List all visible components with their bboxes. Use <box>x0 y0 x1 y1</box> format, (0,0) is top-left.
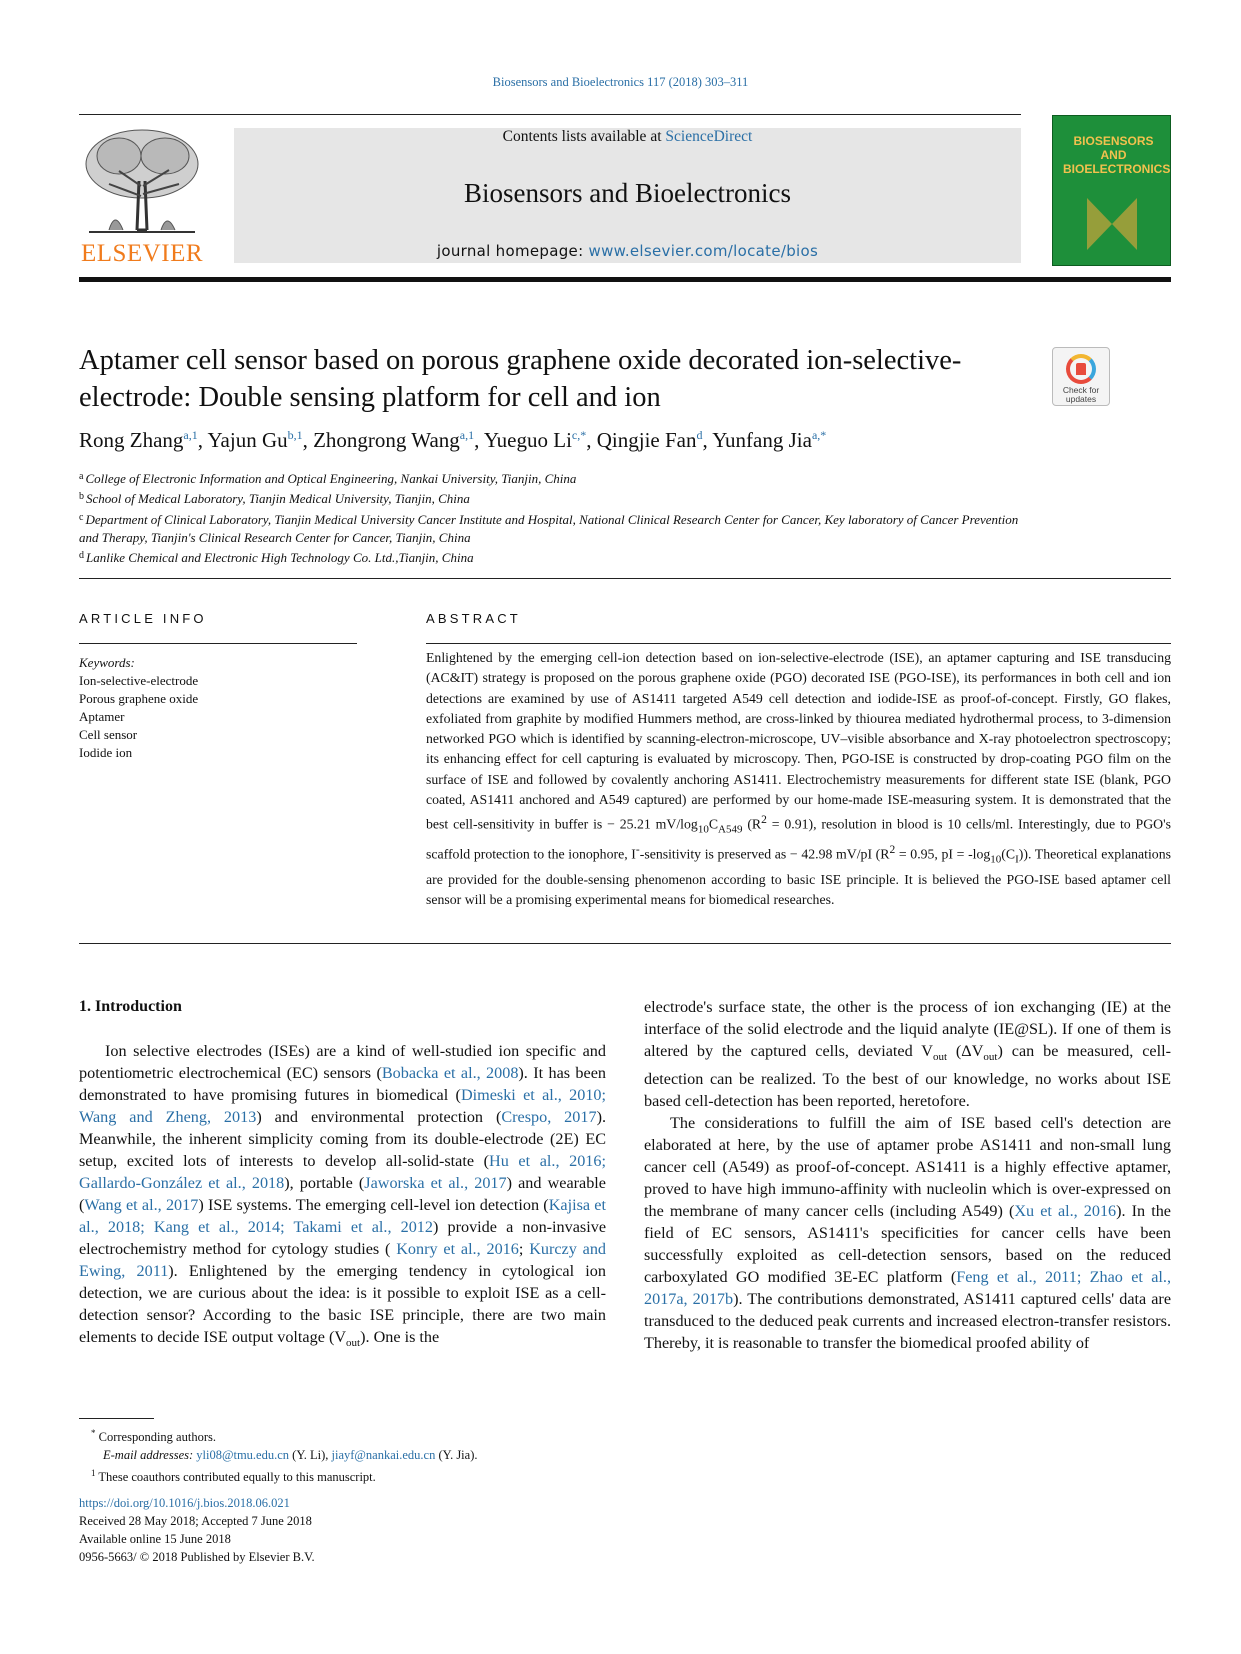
footnote-text: These coauthors contributed equally to this manuscript. <box>98 1470 376 1485</box>
affiliation-key: a <box>79 471 84 482</box>
subscript: out <box>346 1337 361 1350</box>
affiliation-text: Department of Clinical Laboratory, Tianjin Medical University Cancer Institute and Hospital, National Clinical Research Center for Cancer, Key laboratory of Cancer Prevention and Therapy, Tianjin's Clinical Research Center for Cancer, Tianjin, China <box>79 511 1019 545</box>
footnotes <box>79 1424 679 1486</box>
citation-link[interactable]: Kurczy and Ewing, 2011 <box>79 1240 607 1280</box>
abstract-rule <box>426 643 1171 644</box>
header-rule <box>79 114 1021 115</box>
footnote-text: Corresponding authors. <box>98 1430 216 1445</box>
text-run: ). Enlightened by the emerging tendency in cytological ion detection, we are curious about the idea: is it possible to exploit ISE as a cell-detection sensor? According to the basic ISE principle, there are two main elements to decide ISE output voltage (V <box>79 1262 606 1346</box>
citation-link[interactable]: Jaworska et al., 2017 <box>364 1174 507 1192</box>
journal-masthead <box>234 128 1021 263</box>
author-superscript[interactable]: b,1 <box>287 428 303 442</box>
citation-link[interactable]: Konry et al., 2016 <box>396 1240 519 1258</box>
section-heading: 1. Introduction <box>79 998 182 1015</box>
text-run: ) ISE systems. The emerging cell-level ion detection ( <box>198 1196 549 1214</box>
keyword-item: Porous graphene oxide <box>79 691 199 706</box>
corresponding-footnote <box>79 1424 679 1446</box>
affiliation-text: School of Medical Laboratory, Tianjin Medical University, Tianjin, China <box>86 491 470 507</box>
abstract-run: -sensitivity is preserved as − 42.98 mV/pI (R <box>639 846 890 862</box>
author-superscript[interactable]: c,* <box>571 428 587 442</box>
journal-reference[interactable]: Biosensors and Bioelectronics 117 (2018) 303–311 <box>492 75 749 89</box>
abstract-superscript: 2 <box>889 844 896 857</box>
text-run: ) provide a non-invasive electrochemistry method for cytology studies ( <box>79 1218 607 1258</box>
keyword-item: Ion-selective-electrode <box>79 673 199 688</box>
email-link[interactable]: jiayf@nankai.edu.cn <box>331 1448 436 1463</box>
author-superscript[interactable]: a,1 <box>183 428 198 442</box>
author-superscript[interactable]: a,1 <box>459 428 475 442</box>
footnote-text: (Y. Li), <box>289 1448 332 1463</box>
check-for-updates-button[interactable] <box>1052 347 1110 406</box>
article-title: Aptamer cell sensor based on porous graphene oxide decorated ion-selective-electrode: Double sensing platform for cell and ion <box>79 345 962 413</box>
affiliation-item <box>79 468 1039 488</box>
text-run: ). The contributions demonstrated, AS1411 captured cells' data are transduced to the deduced peak currents and increased electron-transfer resistors. Thereby, it is reasonable to transfer the biomedical proofed ability of <box>644 1290 1172 1353</box>
keyword-item: Iodide ion <box>79 745 133 760</box>
text-run: Ion selective electrodes (ISEs) are a kind of well-studied ion specific and potentiometric electrochemical (EC) sensors ( <box>79 1042 606 1082</box>
journal-title: Biosensors and Bioelectronics <box>464 178 791 208</box>
citation-link[interactable]: Xu et al., 2016 <box>1014 1202 1117 1221</box>
abstract-run: (C <box>1001 846 1016 862</box>
doi-link[interactable]: https://doi.org/10.1016/j.bios.2018.06.021 <box>79 1496 290 1510</box>
text-run: ). One is the <box>360 1328 440 1346</box>
contents-prefix: Contents lists available at <box>502 128 666 145</box>
abstract-run: C <box>708 816 719 832</box>
author-name[interactable]: Yunfang Jia <box>712 428 812 452</box>
email-label: E-mail addresses: <box>103 1448 194 1463</box>
affiliation-item <box>79 547 1039 567</box>
affiliation-key: b <box>79 491 84 503</box>
author-name[interactable]: Rong Zhang <box>79 428 184 452</box>
body-paragraph <box>79 1040 606 1354</box>
asterisk-marker: * <box>91 1428 96 1438</box>
body-column-right <box>644 996 1171 1354</box>
author-name[interactable]: Zhongrong Wang <box>313 428 460 452</box>
footnote-rule <box>79 1418 154 1419</box>
abstract-run: )). Theoretical explanations are provided for the double-sensing phenomenon according to basic ISE principle. It is believed the PGO-ISE based aptamer cell sensor will be a promising experimental means for biomedical researches. <box>426 846 1171 907</box>
coauthor-footnote <box>79 1464 679 1486</box>
author-name[interactable]: Qingjie Fan <box>596 428 697 452</box>
text-run: ). It has been demonstrated to have promising futures in biomedical ( <box>79 1064 606 1104</box>
body-paragraph <box>644 996 1171 1112</box>
affiliation-item <box>79 488 1039 508</box>
email-link[interactable]: yli08@tmu.edu.cn <box>196 1448 290 1463</box>
body-paragraph <box>644 1112 1171 1354</box>
citation-link[interactable]: Crespo, 2017 <box>501 1108 597 1126</box>
journal-cover-thumbnail[interactable] <box>1052 115 1171 266</box>
author-superscript[interactable]: a,* <box>811 428 827 442</box>
text-run: ; <box>518 1240 530 1258</box>
citation-link[interactable]: Kajisa et al., 2018; Kang et al., 2014; Takami et al., 2012 <box>79 1196 606 1236</box>
footnote-marker: 1 <box>91 1468 96 1479</box>
author-superscript[interactable]: d <box>696 428 703 442</box>
abstract-run: Enlightened by the emerging cell-ion detection based on ion-selective-electrode (ISE), an aptamer capturing and ISE transducing (AC&IT) strategy is proposed on the porous graphene oxide (PGO) decorated ISE (PGO-ISE), its performances in both cell and ion detections are examined by use of AS1411 targeted A549 cell detection and iodide-ISE as proof-of-concept. Firstly, GO flakes, exfoliated from graphite by modified Hummers method, are cross-linked by thiourea mediated hydrothermal process, to 3-dimension networked PGO which is identified by scanning-electron-microscope, UV–visible absorbance and X-ray photoelectron spectroscopy; its enhancing effect for cell capturing is evaluated by microscopy. Then, PGO-ISE is constructed by drop-coating PGO film on the surface of ISE and followed by covalently anchoring AS1411. Electrochemistry measurements for different state ISE (blank, PGO coated, AS1411 anchored and A549 captured) are performed by our home-made ISE-measuring system. It is demonstrated that the best cell-sensitivity in buffer is − 25.21 mV/log <box>426 650 1171 832</box>
text-run: ) and wearable ( <box>79 1174 606 1214</box>
keyword-item: Cell sensor <box>79 727 138 742</box>
abstract-bottom-rule <box>79 943 1171 944</box>
author-name[interactable]: Yajun Gu <box>207 428 288 452</box>
subscript: out <box>983 1051 998 1064</box>
homepage-prefix: journal homepage: <box>436 242 589 260</box>
author-list: Rong Zhang$^{a,1}$, Yajun Gu$^{b,1}$, Zhongrong Wang$^{a,1}$, Yueguo $Li^{c,*}$, Qingjie Fan$^d$, Yunfang Jia$^{a,*}$ <box>79 428 827 452</box>
abstract-subscript: A549 <box>718 823 743 836</box>
abstract-heading: ABSTRACT <box>426 611 521 626</box>
text-run: The considerations to fulfill the aim of ISE based cell's detection are elaborated at here, by the use of aptamer probe AS1411 and non-small lung cancer cell (A549) as proof-of-concept. AS1411 is a highly effective aptamer, proved to have high immuno-affinity with nucleolin which is over-expressed on the membrane of many cancer cells (including A549) ( <box>644 1114 1171 1221</box>
affiliations <box>79 468 1039 567</box>
email-footnote <box>79 1446 679 1464</box>
footnote-text: (Y. Jia). <box>435 1448 478 1463</box>
abstract-superscript: - <box>635 844 640 857</box>
publisher-name[interactable]: ELSEVIER <box>80 240 204 267</box>
abstract-text <box>426 648 1171 910</box>
cover-graphic-icon <box>1083 194 1141 254</box>
keywords-label: Keywords: <box>79 655 135 670</box>
author-name[interactable]: Yueguo Li <box>483 428 572 452</box>
contents-line <box>234 128 1021 146</box>
affiliation-item <box>79 509 1039 548</box>
copyright-line: 0956-5663/ © 2018 Published by Elsevier B.V. <box>79 1550 315 1564</box>
journal-homepage <box>234 242 1021 260</box>
online-date: Available online 15 June 2018 <box>79 1532 231 1546</box>
citation-link[interactable]: Bobacka et al., 2008 <box>381 1064 519 1082</box>
text-run: (ΔV <box>947 1042 984 1060</box>
abstract-run: = 0.91), resolution in blood is 10 cells/ml. Interestingly, due to PGO's scaffold protection to the ionophore, I <box>426 816 1171 862</box>
body-column-left <box>79 996 606 1354</box>
affiliation-rule <box>79 578 1171 579</box>
citation-link[interactable]: Feng et al., 2011; Zhao et al., 2017a, 2017b <box>644 1268 1172 1309</box>
text-run: ) can be measured, cell-detection can be realized. To the best of our knowledge, no works about ISE based cell-detection has been reported, heretofore. <box>644 1042 1171 1111</box>
affiliation-key: d <box>79 550 84 562</box>
header-thick-rule <box>79 277 1171 282</box>
sciencedirect-link[interactable]: ScienceDirect <box>665 128 753 145</box>
text-run: ). Meanwhile, the inherent simplicity coming from its double-electrode (2E) EC setup, excited lots of interests to develop all-solid-state ( <box>79 1108 606 1170</box>
bookmark-icon <box>1066 354 1096 384</box>
keyword-item: Aptamer <box>79 709 125 724</box>
citation-link[interactable]: Wang et al., 2017 <box>84 1196 199 1214</box>
article-info-heading: ARTICLE INFO <box>79 611 207 626</box>
text-run: ). In the field of EC sensors, AS1411's specificities for cancer cells have been successfully exploited as cell-detection sensors, based on the reduced carboxylated GO modified 3E-EC platform ( <box>644 1202 1171 1287</box>
check-for-updates-label: Check for updates <box>1062 385 1100 404</box>
publication-info <box>79 1494 679 1566</box>
received-date: Received 28 May 2018; Accepted 7 June 2018 <box>79 1514 312 1528</box>
abstract-subscript: 10 <box>990 853 1002 866</box>
text-run: ) and environmental protection ( <box>256 1108 502 1126</box>
cover-title: BIOSENSORS AND BIOELECTRONICS <box>1063 134 1171 176</box>
abstract-subscript: I <box>1015 853 1019 866</box>
text-run: ), portable ( <box>284 1174 365 1192</box>
homepage-link[interactable]: www.elsevier.com/locate/bios <box>588 242 819 260</box>
abstract-run: = 0.95, pI = -log <box>895 846 991 862</box>
affiliation-text: Lanlike Chemical and Electronic High Technology Co. Ltd.,Tianjin, China <box>86 550 474 566</box>
citation-link[interactable]: Dimeski et al., 2010; Wang and Zheng, 2013 <box>79 1086 607 1126</box>
affiliation-text: College of Electronic Information and Optical Engineering, Nankai University, Tianjin, China <box>85 471 577 486</box>
subscript: out <box>932 1051 948 1064</box>
affiliation-key: c <box>79 511 84 523</box>
article-info-rule <box>79 643 357 644</box>
abstract-superscript: 2 <box>761 814 767 827</box>
keywords-block <box>79 654 359 762</box>
abstract-subscript: 10 <box>697 823 709 836</box>
abstract-run: (R <box>742 816 762 832</box>
citation-link[interactable]: Hu et al., 2016; Gallardo-González et al., 2018 <box>79 1152 606 1192</box>
text-run: electrode's surface state, the other is the process of ion exchanging (IE) at the interface of the solid electrode and the liquid analyte (IE@SL). If one of them is altered by the captured cells, deviated V <box>644 998 1171 1060</box>
